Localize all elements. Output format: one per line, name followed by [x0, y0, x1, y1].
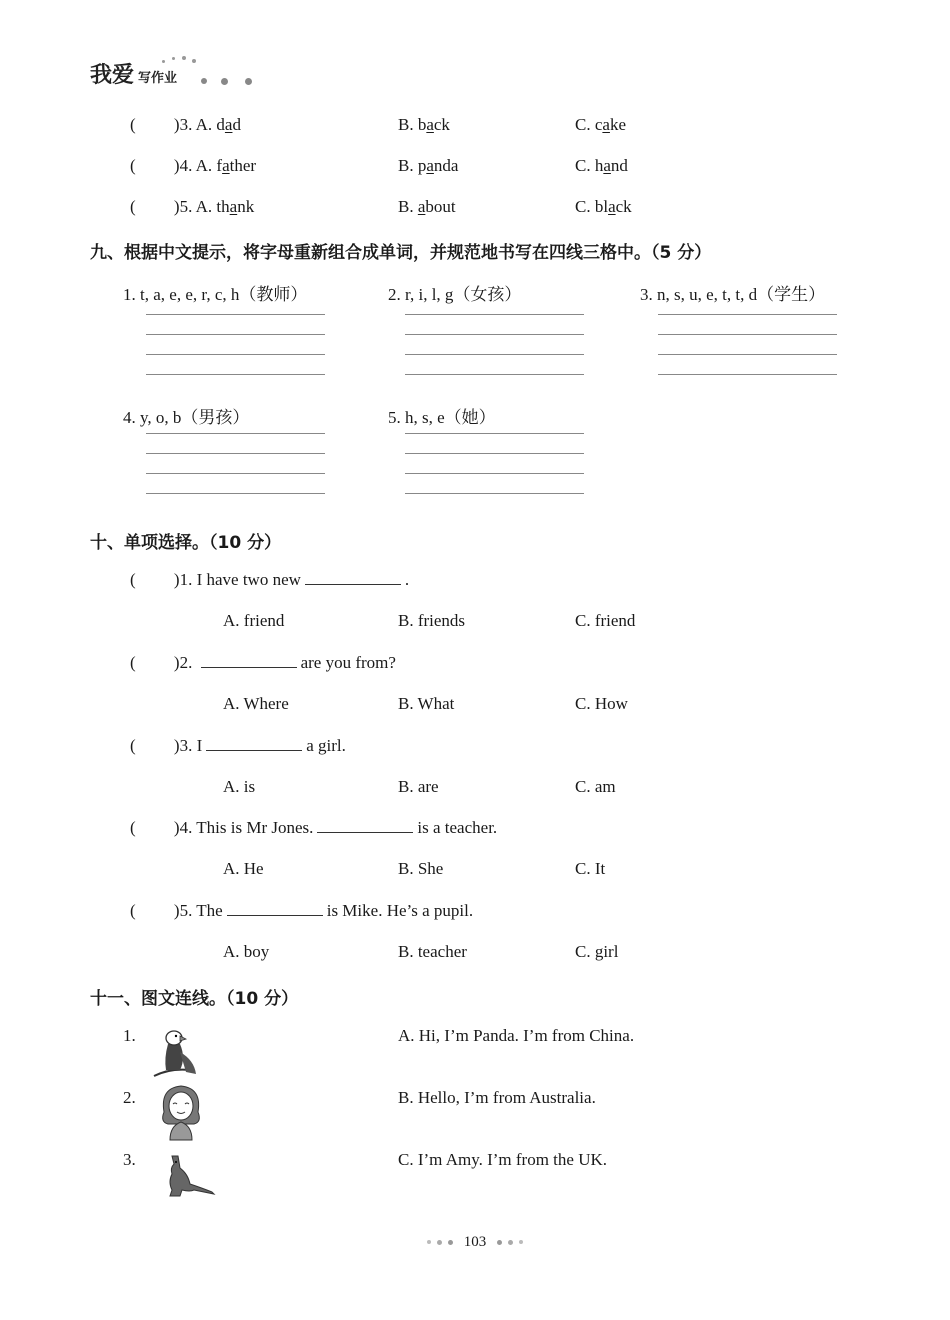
page-footer	[0, 1233, 950, 1251]
match-number: 1.	[123, 1026, 136, 1045]
part8-item: ( )4. A. father	[130, 156, 257, 175]
answer-bracket[interactable]: ( )	[130, 736, 180, 755]
option-a[interactable]: A. friend	[223, 611, 285, 630]
option-c: C. black	[575, 197, 632, 216]
option-b: B. about	[398, 197, 456, 216]
item-number: 5.	[179, 197, 193, 216]
word-scramble-item: 3. n, s, u, e, t, t, d（学生）	[640, 285, 826, 305]
match-sentence[interactable]: C. I’m Amy. I’m from the UK.	[398, 1150, 608, 1169]
option-a[interactable]: A. is	[223, 777, 256, 796]
header-dots-decoration	[160, 54, 260, 88]
part11-heading: 十一、图文连线。（10 分）	[90, 989, 299, 1009]
option-b: B. back	[398, 115, 450, 134]
fill-blank[interactable]	[305, 570, 401, 585]
word-scramble-item: 5. h, s, e（她）	[388, 408, 496, 428]
girl-picture[interactable]	[156, 1082, 206, 1142]
word-scramble-item: 2. r, i, l, g（女孩）	[388, 285, 522, 305]
option-b[interactable]: B. teacher	[398, 942, 467, 961]
option-a: A. f	[195, 156, 223, 175]
page-number: 103	[463, 1234, 487, 1250]
option-a: A. th	[195, 197, 230, 216]
answer-bracket[interactable]: ( )	[130, 197, 180, 216]
answer-bracket[interactable]: ( )	[130, 653, 180, 672]
answer-bracket[interactable]: ( )	[130, 818, 180, 837]
option-c[interactable]: C. girl	[575, 942, 619, 961]
fill-blank[interactable]	[227, 901, 323, 916]
part8-item: ( )3. A. dad	[130, 115, 241, 134]
option-c: C. cake	[575, 115, 626, 134]
option-a[interactable]: A. He	[223, 859, 264, 878]
fill-blank[interactable]	[206, 736, 302, 751]
answer-bracket[interactable]: ( )	[130, 115, 180, 134]
word-scramble-item: 4. y, o, b（男孩）	[123, 408, 250, 428]
item-number: 3.	[179, 115, 193, 134]
option-b[interactable]: B. What	[398, 694, 455, 713]
option-b[interactable]: B. She	[398, 859, 444, 878]
bald-eagle-picture[interactable]	[150, 1024, 208, 1080]
option-c[interactable]: C. friend	[575, 611, 636, 630]
option-a[interactable]: A. boy	[223, 942, 270, 961]
header-title-big: 我爱	[90, 63, 135, 88]
answer-bracket[interactable]: ( )	[130, 570, 180, 589]
match-sentence[interactable]: A. Hi, I’m Panda. I’m from China.	[398, 1026, 635, 1045]
option-b[interactable]: B. friends	[398, 611, 466, 630]
kangaroo-picture[interactable]	[160, 1152, 216, 1198]
option-c[interactable]: C. am	[575, 777, 616, 796]
mc-question: ( )5. The is Mike. He’s a pupil.	[130, 901, 474, 920]
mc-question: ( )3. I a girl.	[130, 736, 346, 755]
option-a[interactable]: A. Where	[223, 694, 289, 713]
part10-heading: 十、单项选择。（10 分）	[90, 533, 282, 553]
word-scramble-item: 1. t, a, e, e, r, c, h（教师）	[123, 285, 308, 305]
match-number: 3.	[123, 1150, 136, 1169]
header-title-small: 写作业	[138, 71, 178, 86]
option-c[interactable]: C. It	[575, 859, 606, 878]
mc-question: ( )4. This is Mr Jones. is a teacher.	[130, 818, 498, 837]
mc-question: ( )1. I have two new .	[130, 570, 410, 589]
fill-blank[interactable]	[201, 653, 297, 668]
option-c[interactable]: C. How	[575, 694, 628, 713]
option-a: A. d	[195, 115, 225, 134]
option-b: B. panda	[398, 156, 459, 175]
match-sentence[interactable]: B. Hello, I’m from Australia.	[398, 1088, 596, 1107]
option-b[interactable]: B. are	[398, 777, 439, 796]
mc-question: ( )2. are you from?	[130, 653, 396, 672]
item-number: 4.	[179, 156, 193, 175]
match-number: 2.	[123, 1088, 136, 1107]
answer-bracket[interactable]: ( )	[130, 156, 180, 175]
fill-blank[interactable]	[317, 818, 413, 833]
part8-item: ( )5. A. thank	[130, 197, 255, 216]
option-c: C. hand	[575, 156, 628, 175]
part9-heading: 九、根据中文提示，将字母重新组合成单词，并规范地书写在四线三格中。（5 分）	[90, 243, 712, 263]
answer-bracket[interactable]: ( )	[130, 901, 180, 920]
